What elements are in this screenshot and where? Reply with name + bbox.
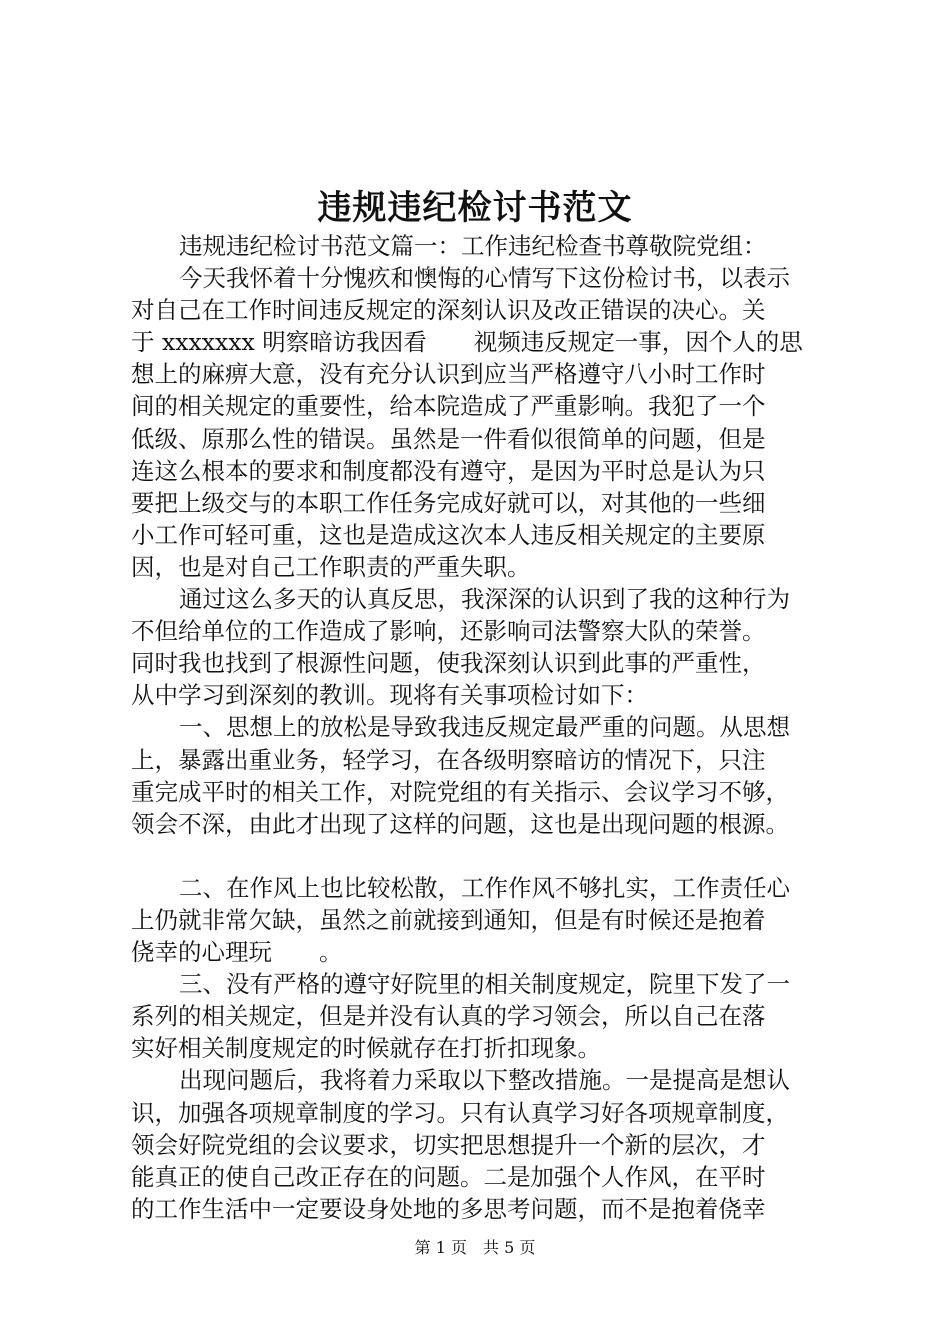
body-line: 上，暴露出重业务，轻学习，在各级明察暗访的情况下，只注 bbox=[131, 745, 766, 774]
document-title: 违规违纪检讨书范文 bbox=[317, 188, 633, 228]
body-line: 想上的麻痹大意，没有充分认识到应当严格遵守八小时工作时 bbox=[131, 360, 766, 389]
body-line: 低级、原那么性的错误。虽然是一件看似很简单的问题，但是 bbox=[131, 424, 766, 453]
body-line: 违规违纪检讨书范文篇一：工作违纪检查书尊敬院党组： bbox=[179, 232, 767, 260]
body-line: 于 xxxxxxx 明察暗访我因看 视频违反规定一事，因个人的思 bbox=[131, 328, 803, 357]
body-line: 重完成平时的相关工作，对院党组的有关指示、会议学习不够， bbox=[131, 777, 789, 806]
body-line: 对自己在工作时间违反规定的深刻认识及改正错误的决心。关 bbox=[131, 296, 766, 325]
body-line: 出现问题后，我将着力采取以下整改措施。一是提高是想认 bbox=[179, 1066, 790, 1095]
body-line: 实好相关制度规定的时候就存在打折扣现象。 bbox=[131, 1034, 601, 1063]
body-line: 今天我怀着十分愧疚和懊悔的心情写下这份检讨书，以表示 bbox=[179, 264, 790, 293]
body-line: 能真正的使自己改正存在的问题。二是加强个人作风，在平时 bbox=[131, 1162, 766, 1191]
paragraph-gap bbox=[131, 840, 843, 872]
body-line: 三、没有严格的遵守好院里的相关制度规定，院里下发了一 bbox=[179, 970, 790, 999]
body-line: 领会不深，由此才出现了这样的问题，这也是出现问题的根源。 bbox=[131, 809, 789, 838]
body-line: 侥幸的心理玩 。 bbox=[131, 938, 343, 967]
body-line: 连这么根本的要求和制度都没有遵守，是因为平时总是认为只 bbox=[131, 456, 766, 485]
body-line: 小工作可轻可重，这也是造成这次本人违反相关规定的主要原 bbox=[131, 520, 766, 549]
body-line: 通过这么多天的认真反思，我深深的认识到了我的这种行为 bbox=[179, 585, 790, 614]
body-line: 识，加强各项规章制度的学习。只有认真学习好各项规章制度， bbox=[131, 1098, 789, 1127]
body-line: 不但给单位的工作造成了影响，还影响司法警察大队的荣誉。 bbox=[131, 617, 766, 646]
body-line: 二、在作风上也比较松散，工作作风不够扎实，工作责任心 bbox=[179, 873, 790, 902]
body-line: 一、思想上的放松是导致我违反规定最严重的问题。从思想 bbox=[179, 713, 790, 742]
body-line: 同时我也找到了根源性问题，使我深刻认识到此事的严重性， bbox=[131, 649, 766, 678]
body-line: 间的相关规定的重要性，给本院造成了严重影响。我犯了一个 bbox=[131, 392, 766, 421]
document-body bbox=[131, 230, 843, 1225]
body-line: 从中学习到深刻的教训。现将有关事项检讨如下： bbox=[131, 681, 648, 710]
body-line: 要把上级交与的本职工作任务完成好就可以，对其他的一些细 bbox=[131, 488, 766, 517]
body-line: 领会好院党组的会议要求，切实把思想提升一个新的层次，才 bbox=[131, 1130, 766, 1159]
body-line: 上仍就非常欠缺，虽然之前就接到通知，但是有时候还是抱着 bbox=[131, 905, 766, 934]
body-line: 的工作生活中一定要设身处地的多思考问题，而不是抱着侥幸 bbox=[131, 1194, 766, 1223]
body-line: 系列的相关规定，但是并没有认真的学习领会，所以自己在落 bbox=[131, 1002, 766, 1031]
body-line: 因，也是对自己工作职责的严重失职。 bbox=[131, 552, 531, 581]
page-number-footer: 第 1 页 共 5 页 bbox=[414, 1238, 536, 1257]
